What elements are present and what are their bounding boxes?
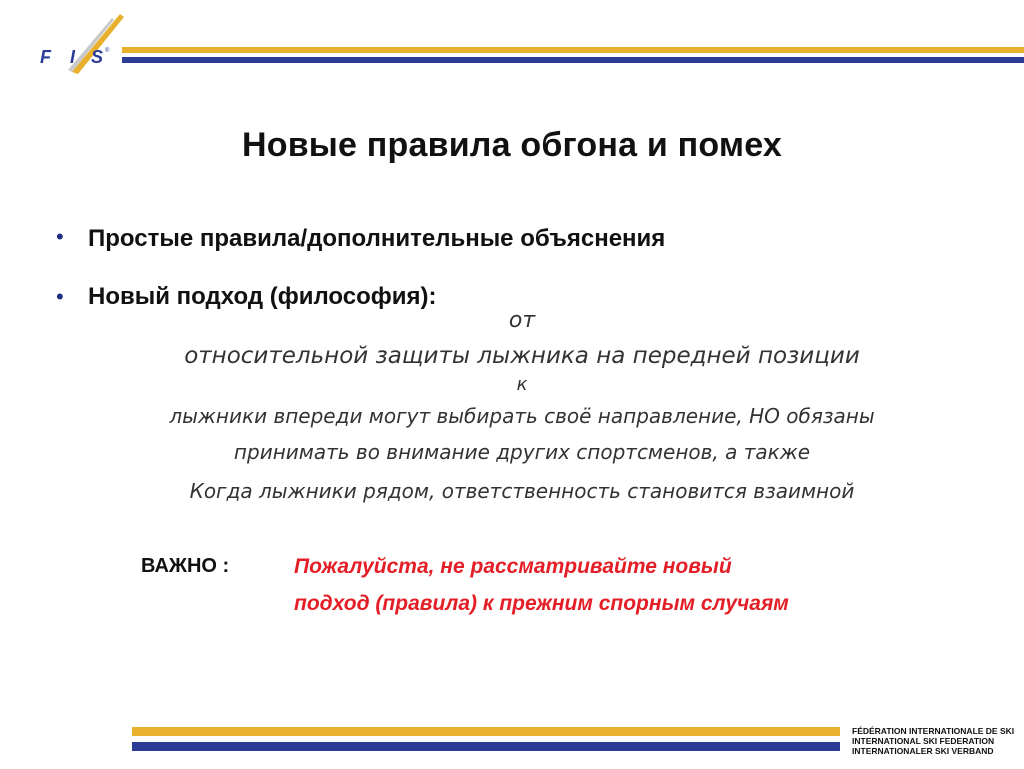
footer-federation-fr: FÉDÉRATION INTERNATIONALE DE SKI xyxy=(852,726,1015,736)
approach-to-line-1: лыжники впереди могут выбирать своё направление, НО обязаны xyxy=(169,404,875,428)
footer-blue-stripe xyxy=(132,742,840,751)
header-gold-stripe xyxy=(122,47,1024,53)
approach-to-word: к xyxy=(516,374,528,395)
footer-federation-de: INTERNATIONALER SKI VERBAND xyxy=(852,746,994,756)
bullet-new-approach: Новый подход (философия): xyxy=(88,283,437,310)
logo-registered-mark: ® xyxy=(105,48,110,54)
important-line-1: Пожалуйста, не рассматривайте новый xyxy=(294,555,732,578)
logo-letter-s: S xyxy=(91,47,104,67)
approach-to-line-2: принимать во внимание других спортсменов, а также xyxy=(233,440,811,464)
footer-federation-en: INTERNATIONAL SKI FEDERATION xyxy=(852,736,995,746)
fis-logo-icon xyxy=(28,8,128,78)
bullet-marker-2: • xyxy=(56,284,64,309)
slide-title: Новые правила обгона и помех xyxy=(241,126,783,164)
header-blue-stripe xyxy=(122,57,1024,63)
approach-from-word: от xyxy=(508,308,536,333)
important-line-2: подход (правила) к прежним спорным случаям xyxy=(294,592,789,615)
bullet-simple-rules: Простые правила/дополнительные объяснения xyxy=(88,225,666,252)
logo-letter-i: I xyxy=(70,47,76,67)
footer-gold-stripe xyxy=(132,727,840,736)
logo-letter-f: F xyxy=(40,47,51,67)
important-label: ВАЖНО : xyxy=(141,555,230,577)
approach-from-text: относительной защиты лыжника на передней позиции xyxy=(184,343,860,369)
approach-to-line-3: Когда лыжники рядом, ответственность становится взаимной xyxy=(189,479,855,503)
bullet-marker-1: • xyxy=(56,224,64,249)
